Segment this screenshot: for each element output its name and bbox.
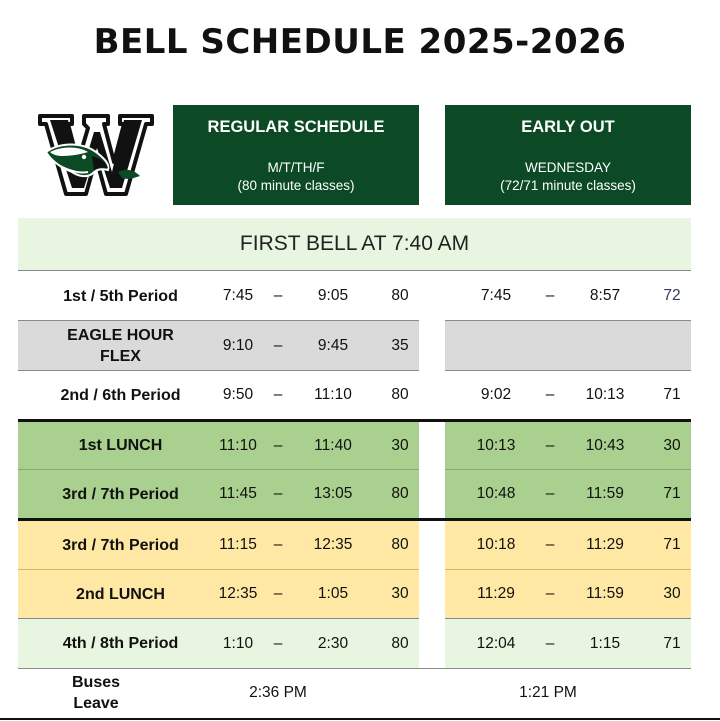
buses-row (18, 669, 691, 717)
regular-start: 11:15 (219, 536, 257, 553)
early-dash: – (545, 536, 555, 553)
early-end: 10:13 (585, 386, 625, 403)
row-label: 3rd / 7th Period (62, 485, 179, 503)
eagle-w-logo-icon (38, 112, 154, 198)
early-end: 10:43 (585, 436, 625, 454)
regular-minutes: 80 (391, 536, 409, 553)
regular-start: 11:10 (219, 436, 257, 454)
early-end: 11:29 (586, 536, 624, 553)
regular-minutes: 80 (391, 386, 409, 403)
row-label: 3rd / 7th Period (62, 536, 179, 554)
early-minutes: 30 (663, 436, 681, 454)
schedule-row (18, 371, 691, 419)
early-minutes: 71 (663, 485, 681, 502)
early-out-header (445, 105, 691, 205)
row-label: 2nd LUNCH (76, 585, 165, 603)
schedule-row (18, 271, 691, 321)
buses-early-time: 1:21 PM (519, 684, 577, 701)
early-minutes: 72 (663, 287, 681, 304)
regular-dash: – (273, 386, 283, 403)
row-label: 2nd / 6th Period (60, 386, 181, 404)
early-start: 7:45 (480, 287, 512, 304)
regular-start: 11:45 (219, 485, 257, 502)
regular-dash: – (273, 287, 283, 304)
early-minutes: 71 (663, 386, 681, 403)
regular-end: 13:05 (313, 485, 353, 502)
early-dash: – (545, 634, 555, 652)
regular-schedule-days: M/T/TH/F (267, 160, 325, 175)
regular-dash: – (273, 634, 283, 652)
buses-label: Buses Leave (71, 674, 121, 712)
schedule-row (18, 570, 691, 618)
early-dash: – (545, 386, 555, 403)
page-title: BELL SCHEDULE 2025-2026 (93, 22, 627, 62)
regular-dash: – (273, 336, 283, 354)
early-end: 8:57 (589, 287, 621, 304)
regular-minutes: 30 (391, 436, 409, 454)
early-dash: – (545, 287, 555, 304)
early-dash: – (545, 585, 555, 602)
early-start: 9:02 (480, 386, 512, 403)
early-start: 12:04 (476, 634, 516, 652)
schedule-row (18, 521, 691, 569)
buses-regular-time: 2:36 PM (249, 684, 307, 701)
regular-end: 1:05 (317, 585, 349, 602)
regular-dash: – (273, 536, 283, 553)
early-out-note: (72/71 minute classes) (500, 178, 636, 193)
early-end: 11:59 (586, 585, 624, 602)
regular-dash: – (273, 585, 283, 602)
schedule-row (18, 470, 691, 518)
early-start: 10:48 (476, 485, 516, 502)
regular-start: 9:50 (222, 386, 254, 403)
regular-dash: – (273, 436, 283, 454)
regular-schedule-title: REGULAR SCHEDULE (207, 118, 385, 136)
schedule-row (18, 422, 691, 469)
regular-minutes: 80 (391, 485, 409, 502)
regular-start: 9:10 (222, 336, 254, 354)
early-start: 10:18 (476, 536, 516, 553)
early-out-days: WEDNESDAY (524, 160, 611, 175)
early-end: 11:59 (586, 485, 624, 502)
regular-schedule-note: (80 minute classes) (237, 178, 355, 193)
schedule-row (18, 321, 691, 370)
row-label: 1st / 5th Period (63, 287, 178, 305)
regular-start: 7:45 (222, 287, 254, 304)
row-label: EAGLE HOUR FLEX (67, 326, 174, 365)
row-label: 4th / 8th Period (62, 635, 179, 652)
regular-dash: – (273, 485, 283, 502)
row-label: 1st LUNCH (78, 437, 163, 454)
regular-end: 12:35 (313, 536, 353, 553)
regular-schedule-header (173, 105, 419, 205)
early-minutes: 71 (663, 634, 681, 652)
early-start: 11:29 (477, 585, 515, 602)
early-dash: – (545, 436, 555, 454)
regular-start: 1:10 (222, 634, 254, 652)
early-start: 10:13 (476, 436, 516, 454)
schedule-row (18, 619, 691, 668)
regular-end: 9:45 (317, 336, 349, 354)
regular-end: 11:40 (314, 436, 352, 454)
early-minutes: 30 (663, 585, 681, 602)
regular-end: 11:10 (314, 386, 352, 403)
regular-minutes: 80 (391, 287, 409, 304)
first-bell-banner: FIRST BELL AT 7:40 AM (18, 218, 691, 271)
early-end: 1:15 (589, 634, 621, 652)
regular-start: 12:35 (218, 585, 258, 602)
regular-minutes: 30 (391, 585, 409, 602)
regular-minutes: 35 (391, 336, 409, 354)
regular-end: 2:30 (317, 634, 349, 652)
early-out-title: EARLY OUT (521, 118, 615, 136)
regular-end: 9:05 (317, 287, 349, 304)
early-minutes: 71 (663, 536, 681, 553)
early-dash: – (545, 485, 555, 502)
regular-minutes: 80 (391, 634, 409, 652)
